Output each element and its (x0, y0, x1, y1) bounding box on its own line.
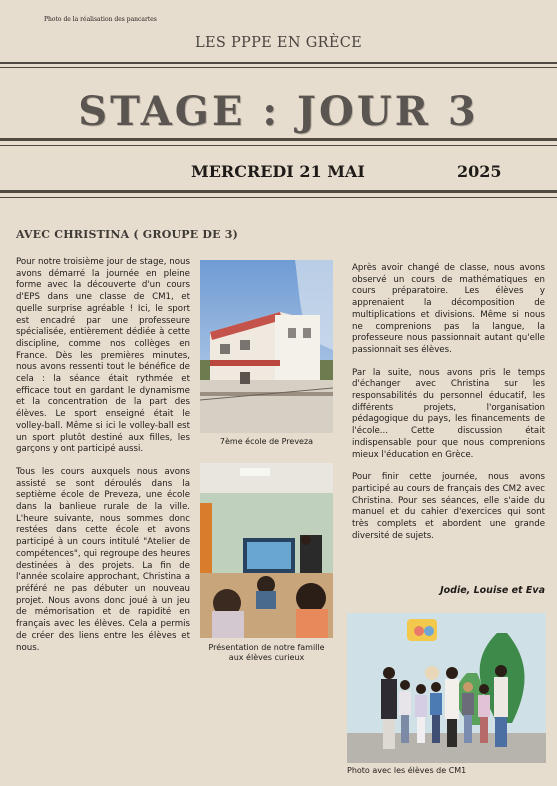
left-column (16, 257, 190, 665)
paragraph: Pour notre troisième jour de stage, nous avons démarré la journée en pleine forme avec la découverte d'un cours d'EPS dans une classe de CM1, et quelle surprise agréable ! Ici, le sport est encadré par une professeure spécialisée, entièrement dédiée à cette discipline, comme nos collèges en France. Dès les premières minutes, nous avons ressenti tout le bénéfice de cela : la séance était rythmée et efficace tout en gardant le dynamisme et la concentration de la part des élèves. Le sport enseigné était le volley-ball. Même si ici le volley-ball est un sport plutôt destiné aux filles, les garçons y ont participé aussi. (16, 257, 190, 455)
top-rule (0, 62, 557, 64)
group-photo (347, 613, 546, 763)
paragraph: Pour finir cette journée, nous avons participé au cours de français des CM2 avec Christina. Pour ses séances, elle s'aide du manuel et du cahier d'exercices qui sont très complets et abordent une grande diversité de sujets. (352, 472, 545, 541)
paragraph: Par la suite, nous avons pris le temps d'échanger avec Christina sur les responsabilités du personnel éducatif, les différents projets, l'organisation pédagogique du pays, les financements de l'école... Cette discussion était indispensable pour que nous comprenions mieux l'éducation en Grèce. (352, 367, 545, 460)
top-rule-thin (0, 67, 557, 68)
school-photo (200, 260, 333, 433)
caption-classroom: Présentation de notre famille aux élèves curieux (208, 643, 325, 662)
title-rule (0, 138, 557, 141)
signature: Jodie, Louise et Eva (440, 585, 545, 596)
paragraph: Après avoir changé de classe, nous avons observé un cours de mathématiques en cours préparatoire. Les élèves y apprenaient la décomposition de multiplications et divisions. Même si nous ne comprenions pas la langue, la professeure nous passionnait autant qu'elle passionnait ses élèves. (352, 263, 545, 355)
page-title: STAGE : JOUR 3 (78, 88, 479, 135)
paragraph: Tous les cours auxquels nous avons assisté se sont déroulés dans la septième école de Preveza, une école dans la banlieue rurale de la ville. L'heure suivante, nous sommes donc restées dans cette école et avons participé à un cours intitulé "Atelier de compétences", qui regroupe des heures destinées à des projets. La fin de l'année scolaire approchant, Christina a préféré ne pas débuter un nouveau projet. Nous avons donc joué à un jeu de mémorisation et de rapidité en français avec les élèves. Cela a permis de créer des liens entre les élèves et nous. (16, 466, 190, 653)
year-text: 2025 (457, 162, 502, 181)
caption-school: 7ème école de Preveza (219, 437, 314, 446)
photo-credit-text: Photo de la réalisation des pancartes (44, 16, 157, 23)
right-column (352, 263, 545, 553)
caption-group: Photo avec les élèves de CM1 (347, 766, 467, 775)
newspaper-name: LES PPPE EN GRÈCE (195, 35, 362, 51)
date-rule-thin (0, 197, 557, 198)
date-text: MERCREDI 21 MAI (191, 162, 365, 181)
title-rule-thin (0, 145, 557, 146)
section-title: AVEC CHRISTINA ( GROUPE DE 3) (16, 228, 239, 241)
classroom-photo (200, 463, 333, 638)
date-rule (0, 190, 557, 193)
